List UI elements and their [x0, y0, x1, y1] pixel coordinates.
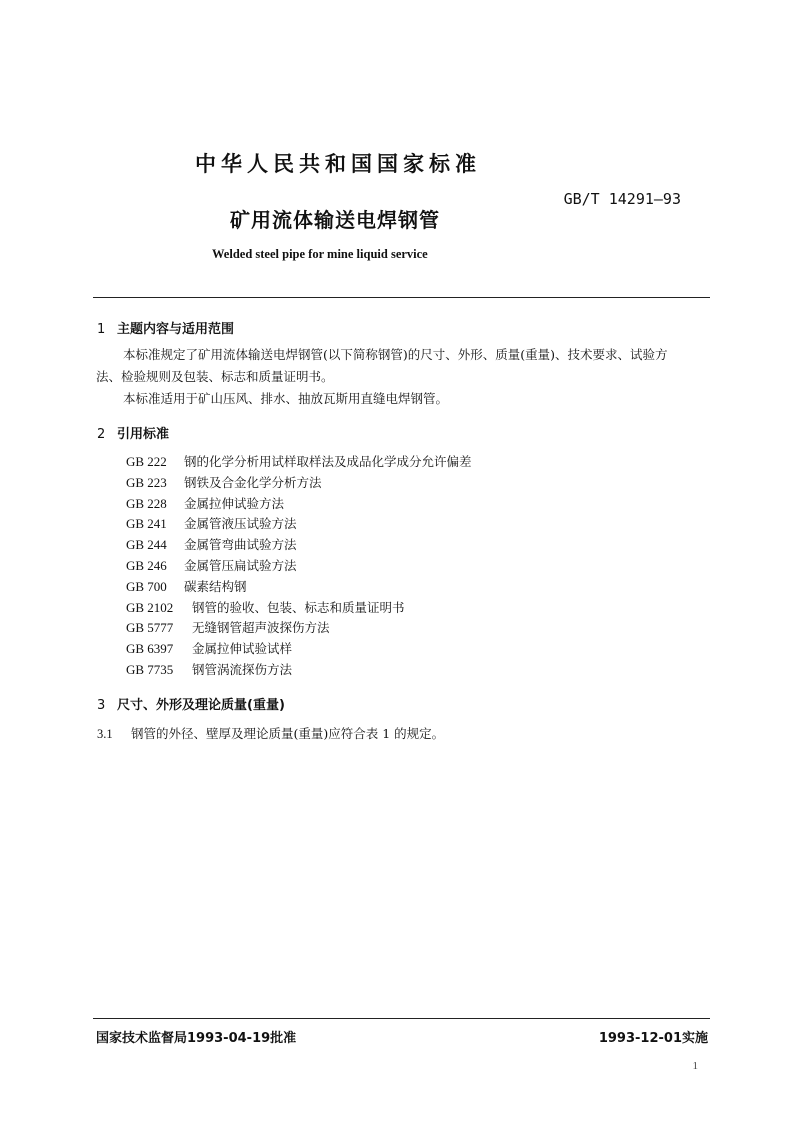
reference-code: GB 7735: [126, 661, 174, 677]
reference-name: 钢的化学分析用试样取样法及成品化学成分允许偏差: [184, 454, 472, 469]
reference-item: [126, 514, 472, 535]
section-3-1-text: 钢管的外径、壁厚及理论质量(重量)应符合表 1 的规定。: [131, 726, 445, 741]
document-title-cn: 矿用流体输送电焊钢管: [230, 208, 440, 232]
section-1-para-1-line-1: 本标准规定了矿用流体输送电焊钢管(以下简称钢管)的尺寸、外形、质量(重量)、技术要求、试验方: [123, 347, 668, 362]
reference-code: GB 241: [126, 516, 167, 532]
reference-item: [126, 494, 472, 515]
reference-code: GB 2102: [126, 599, 174, 615]
section-1-heading: [97, 318, 234, 337]
section-2-number: 2: [97, 427, 106, 442]
section-1-title: 主题内容与适用范围: [117, 322, 235, 337]
standard-number: GB/T 14291—93: [563, 190, 681, 208]
reference-item: [126, 598, 472, 619]
reference-name: 金属拉伸试验试样: [192, 641, 293, 657]
section-1-para-2: 本标准适用于矿山压风、排水、抽放瓦斯用直缝电焊钢管。: [123, 391, 449, 406]
reference-name: 钢铁及合金化学分析方法: [184, 474, 322, 490]
reference-name: 碳素结构钢: [184, 578, 247, 594]
reference-name: 钢管的验收、包装、标志和质量证明书: [192, 599, 405, 615]
reference-code: GB 700: [126, 578, 167, 594]
reference-code: GB 228: [126, 495, 167, 511]
footer-divider: [93, 1018, 710, 1019]
header-divider: [93, 297, 710, 298]
section-1-number: 1: [97, 322, 106, 337]
national-standard-heading: 中华人民共和国国家标准: [195, 152, 481, 176]
reference-item: [126, 618, 472, 639]
reference-name: 无缝钢管超声波探伤方法: [192, 620, 330, 636]
implementation-date: 1993-12-01实施: [598, 1031, 708, 1046]
page-number: 1: [692, 1060, 698, 1072]
reference-name: 钢管涡流探伤方法: [192, 661, 293, 677]
section-1-para-1-line-2: 法、检验规则及包装、标志和质量证明书。: [96, 369, 334, 384]
reference-item: [126, 660, 472, 681]
reference-code: GB 222: [126, 454, 167, 469]
reference-code: GB 244: [126, 537, 167, 553]
section-3-heading: [97, 694, 285, 713]
reference-item: [126, 452, 472, 473]
section-3-title: 尺寸、外形及理论质量(重量): [117, 698, 285, 713]
section-2-heading: [97, 423, 169, 442]
reference-item: [126, 535, 472, 556]
reference-item: [126, 577, 472, 598]
reference-list: [126, 452, 472, 681]
reference-item: [126, 639, 472, 660]
reference-name: 金属管液压试验方法: [184, 516, 297, 532]
section-3-number: 3: [97, 698, 106, 713]
reference-name: 金属管压扁试验方法: [184, 557, 297, 573]
approval-statement: 国家技术监督局1993-04-19批准: [96, 1031, 297, 1046]
reference-code: GB 5777: [126, 620, 174, 636]
section-2-title: 引用标准: [117, 427, 170, 442]
reference-name: 金属管弯曲试验方法: [184, 537, 297, 553]
reference-name: 金属拉伸试验方法: [184, 495, 285, 511]
reference-code: GB 246: [126, 557, 167, 573]
reference-code: GB 223: [126, 474, 167, 490]
reference-item: [126, 473, 472, 494]
section-3-1-number: 3.1: [97, 727, 113, 741]
section-3-1: [97, 724, 444, 744]
reference-code: GB 6397: [126, 641, 174, 657]
document-title-en: Welded steel pipe for mine liquid service: [212, 247, 428, 261]
reference-item: [126, 556, 472, 577]
